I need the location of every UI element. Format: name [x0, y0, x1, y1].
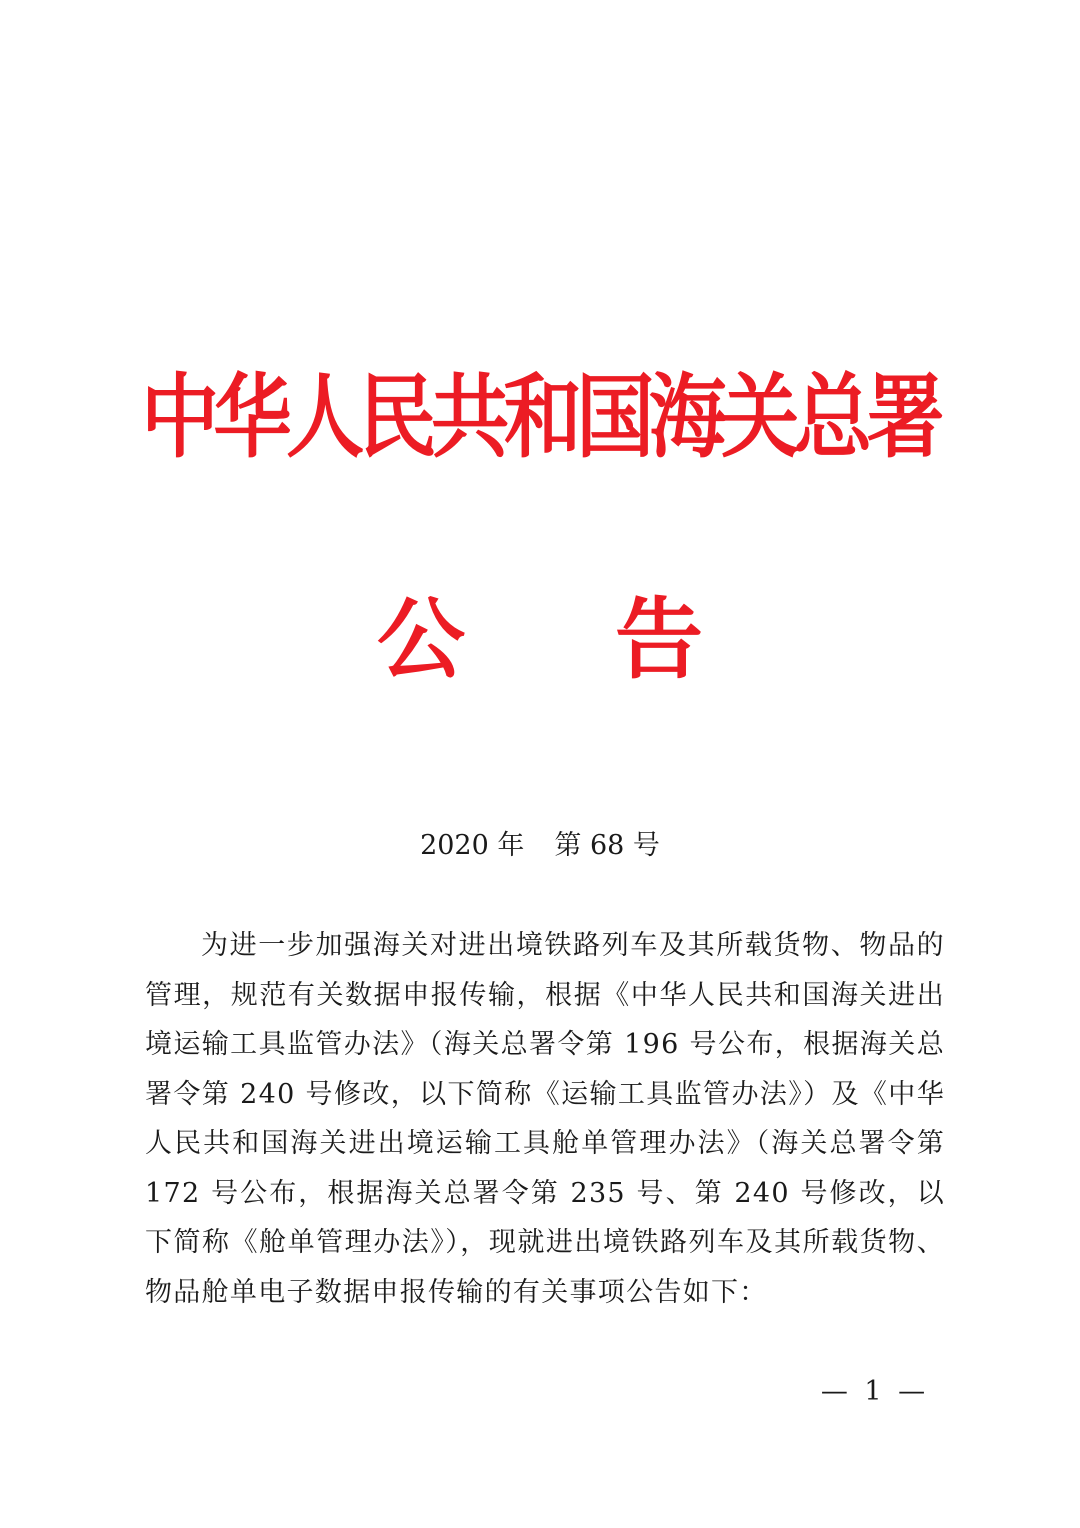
- issuer-title: 中华人民共和国海关总署: [141, 364, 939, 470]
- document-year: 2020 年: [420, 830, 525, 861]
- page-number: — 1 —: [820, 1376, 930, 1407]
- document-type-char-2: 告: [615, 588, 704, 691]
- document-type-char-1: 公: [376, 588, 465, 691]
- document-serial: 第 68 号: [554, 830, 660, 861]
- document-type-heading: [0, 575, 1080, 705]
- document-number: [0, 826, 1080, 866]
- body-paragraph: 为进一步加强海关对进出境铁路列车及其所载货物、物品的管理，规范有关数据申报传输，根据《中华人民共和国海关进出境运输工具监管办法》（海关总署令第 196 号公布，根据海关总署令第 240 号修改，以下简称《运输工具监管办法》）及《中华人民共和国海关进出境运输工具舱单管理办法》（海关总署令第 172 号公布，根据海关总署令第 235 号、第 240 号修改，以下简称《舱单管理办法》），现就进出境铁路列车及其所载货物、物品舱单电子数据申报传输的有关事项公告如下：: [145, 930, 945, 1308]
